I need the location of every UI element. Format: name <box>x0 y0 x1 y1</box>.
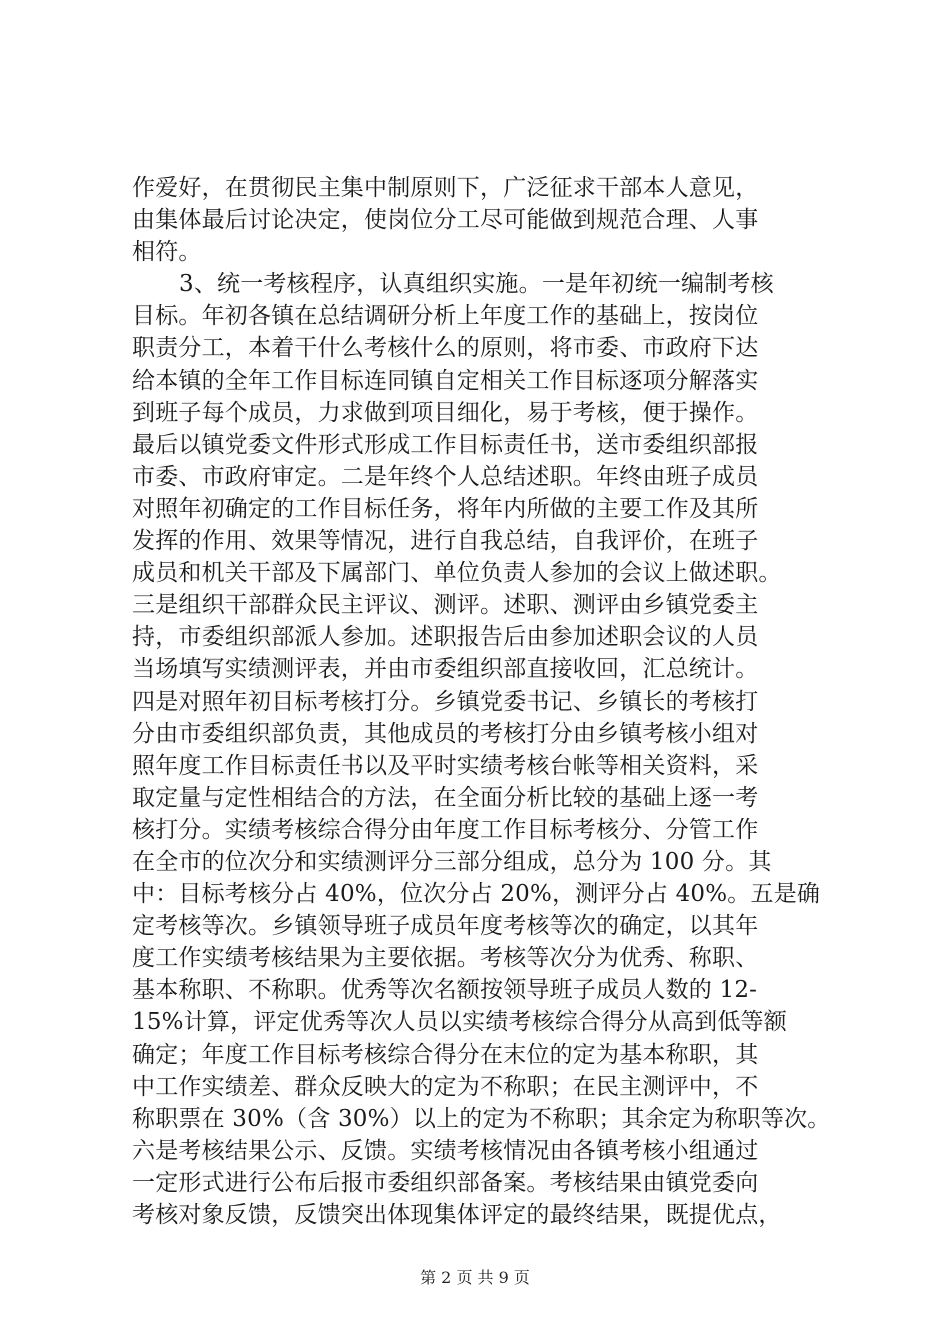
text-line: 由集体最后讨论决定，使岗位分工尽可能做到规范合理、人事 <box>132 207 759 234</box>
text-line: 市委、市政府审定。二是年终个人总结述职。年终由班子成员 <box>132 463 759 490</box>
text-line: 确定；年度工作目标考核综合得分在末位的定为基本称职，其 <box>132 1041 759 1068</box>
text-line: 定考核等次。乡镇领导班子成员年度考核等次的确定，以其年 <box>132 913 759 940</box>
text-line: 取定量与定性相结合的方法，在全面分析比较的基础上逐一考 <box>132 784 759 811</box>
text-line: 成员和机关干部及下属部门、单位负责人参加的会议上做述职。 <box>132 560 782 587</box>
text-line: 六是考核结果公示、反馈。实绩考核情况由各镇考核小组通过 <box>132 1137 759 1164</box>
body-text <box>132 172 832 1231</box>
text-line: 相符。 <box>132 239 202 266</box>
text-line: 当场填写实绩测评表，并由市委组织部直接收回，汇总统计。 <box>132 656 759 683</box>
page-footer <box>0 1268 950 1288</box>
text-line: 中工作实绩差、群众反映大的定为不称职；在民主测评中，不 <box>132 1073 759 1100</box>
text-line: 最后以镇党委文件形式形成工作目标责任书，送市委组织部报 <box>132 431 759 458</box>
text-line: 持，市委组织部派人参加。述职报告后由参加述职会议的人员 <box>132 624 759 651</box>
text-line: 对照年初确定的工作目标任务，将年内所做的主要工作及其所 <box>132 495 759 522</box>
text-line: 发挥的作用、效果等情况，进行自我总结，自我评价，在班子 <box>132 528 759 555</box>
text-line: 中：目标考核分占 40%，位次分占 20%，测评分占 40%。五是确 <box>132 881 821 908</box>
text-line: 一定形式进行公布后报市委组织部备案。考核结果由镇党委向 <box>132 1169 759 1196</box>
text-line: 考核对象反馈，反馈突出体现集体评定的最终结果，既提优点， <box>132 1202 782 1228</box>
page-number-label: 第 2 页 共 9 页 <box>420 1268 530 1287</box>
paragraph-start-line: 3、统一考核程序，认真组织实施。一是年初统一编制考核 <box>179 271 774 298</box>
text-line: 基本称职、不称职。优秀等次名额按领导班子成员人数的 12- <box>132 977 758 1004</box>
text-line: 四是对照年初目标考核打分。乡镇党委书记、乡镇长的考核打 <box>132 688 759 715</box>
text-line: 目标。年初各镇在总结调研分析上年度工作的基础上，按岗位 <box>132 303 759 330</box>
text-line: 作爱好，在贯彻民主集中制原则下，广泛征求干部本人意见， <box>132 175 759 201</box>
text-line: 15%计算，评定优秀等次人员以实绩考核综合得分从高到低等额 <box>132 1009 787 1036</box>
text-line: 职责分工，本着干什么考核什么的原则，将市委、市政府下达 <box>132 335 759 362</box>
text-line: 核打分。实绩考核综合得分由年度工作目标考核分、分管工作 <box>132 816 759 843</box>
text-line: 在全市的位次分和实绩测评分三部分组成，总分为 100 分。其 <box>132 848 772 875</box>
text-line: 分由市委组织部负责，其他成员的考核打分由乡镇考核小组对 <box>132 720 759 747</box>
text-line: 给本镇的全年工作目标连同镇自定相关工作目标逐项分解落实 <box>132 367 759 394</box>
text-line: 三是组织干部群众民主评议、测评。述职、测评由乡镇党委主 <box>132 592 759 619</box>
text-line: 到班子每个成员，力求做到项目细化，易于考核，便于操作。 <box>132 399 759 426</box>
text-line: 称职票在 30%（含 30%）以上的定为不称职；其余定为称职等次。 <box>132 1105 831 1132</box>
text-line: 照年度工作目标责任书以及平时实绩考核台帐等相关资料，采 <box>132 752 759 779</box>
text-line: 度工作实绩考核结果为主要依据。考核等次分为优秀、称职、 <box>132 945 759 972</box>
